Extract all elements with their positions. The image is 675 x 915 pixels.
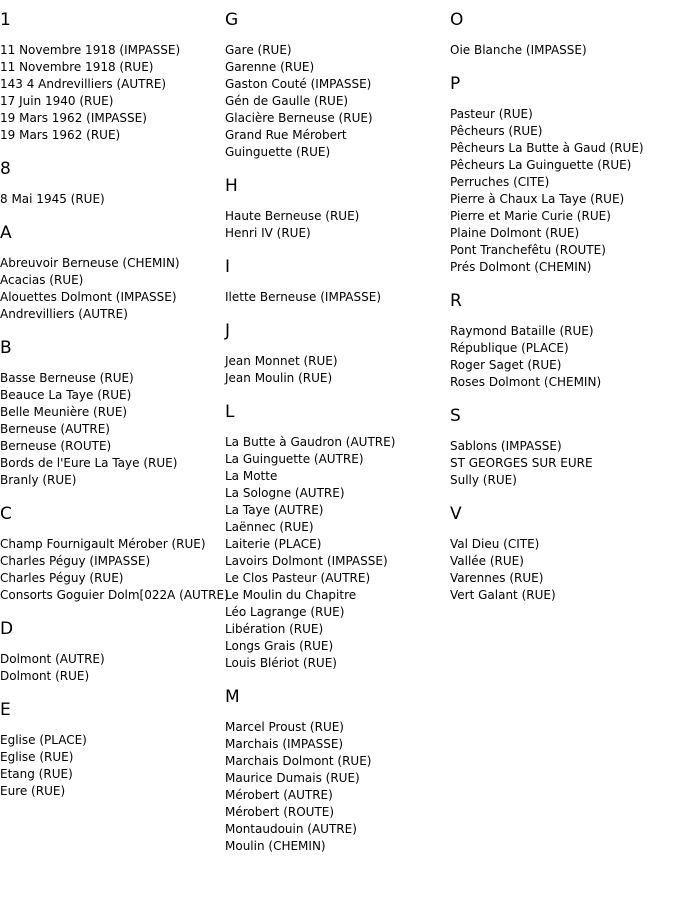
street-entry: La Motte <box>225 469 278 483</box>
street-entry: Haute Berneuse (RUE) <box>225 209 360 223</box>
street-entry: Mérobert (ROUTE) <box>225 805 335 819</box>
section-letter: E <box>0 700 11 720</box>
street-entry: Henri IV (RUE) <box>225 226 311 240</box>
index-column-3 <box>450 10 675 619</box>
index-section <box>450 74 675 276</box>
section-letter: J <box>225 321 231 341</box>
street-entry: Charles Péguy (RUE) <box>0 571 124 585</box>
street-entry: Prés Dolmont (CHEMIN) <box>450 260 592 274</box>
index-section <box>225 687 450 855</box>
street-entry: Pêcheurs La Guinguette (RUE) <box>450 158 632 172</box>
street-entry: Léo Lagrange (RUE) <box>225 605 345 619</box>
street-entry: Dolmont (RUE) <box>0 669 90 683</box>
index-section <box>450 406 675 489</box>
street-entry: Guinguette (RUE) <box>225 145 331 159</box>
street-entry: Pêcheurs (RUE) <box>450 124 543 138</box>
index-section <box>0 338 225 489</box>
street-entry: République (PLACE) <box>450 341 569 355</box>
street-entry: Pierre et Marie Curie (RUE) <box>450 209 611 223</box>
section-letter: M <box>225 687 240 707</box>
street-entry: Montaudouin (AUTRE) <box>225 822 357 836</box>
street-entry: Belle Meunière (RUE) <box>0 405 128 419</box>
section-letter: 1 <box>0 10 11 30</box>
street-entry: Branly (RUE) <box>0 473 77 487</box>
street-entry: Laënnec (RUE) <box>225 520 314 534</box>
street-entry: ST GEORGES SUR EURE <box>450 456 593 470</box>
section-letter: I <box>225 257 231 277</box>
street-entry: Consorts Goguier Dolm[022A (AUTRE) <box>0 588 229 602</box>
street-entry: Longs Grais (RUE) <box>225 639 334 653</box>
index-section <box>0 619 225 685</box>
street-entry: Charles Péguy (IMPASSE) <box>0 554 151 568</box>
index-section <box>225 402 450 672</box>
index-column-1 <box>0 10 229 815</box>
section-letter: L <box>225 402 235 422</box>
street-entry: 143 4 Andrevilliers (AUTRE) <box>0 77 167 91</box>
street-entry: Jean Monnet (RUE) <box>225 354 338 368</box>
street-entry: 8 Mai 1945 (RUE) <box>0 192 105 206</box>
street-entry: Roger Saget (RUE) <box>450 358 562 372</box>
street-entry: Lavoirs Dolmont (IMPASSE) <box>225 554 388 568</box>
index-section <box>0 159 225 208</box>
street-entry: La Sologne (AUTRE) <box>225 486 345 500</box>
street-entry: Andrevilliers (AUTRE) <box>0 307 128 321</box>
street-entry: Moulin (CHEMIN) <box>225 839 326 853</box>
street-entry: La Butte à Gaudron (AUTRE) <box>225 435 396 449</box>
street-entry: 17 Juin 1940 (RUE) <box>0 94 114 108</box>
street-entry: Garenne (RUE) <box>225 60 315 74</box>
street-entry: Gén de Gaulle (RUE) <box>225 94 349 108</box>
index-section <box>225 10 450 161</box>
index-section <box>225 176 450 242</box>
street-entry: Le Clos Pasteur (AUTRE) <box>225 571 371 585</box>
street-entry: Sully (RUE) <box>450 473 517 487</box>
section-letter: O <box>450 10 464 30</box>
street-entry: Libération (RUE) <box>225 622 324 636</box>
street-entry: Varennes (RUE) <box>450 571 544 585</box>
street-entry: 19 Mars 1962 (RUE) <box>0 128 121 142</box>
section-letter: H <box>225 176 238 196</box>
street-entry: Marchais Dolmont (RUE) <box>225 754 372 768</box>
street-entry: Gare (RUE) <box>225 43 292 57</box>
street-entry: Dolmont (AUTRE) <box>0 652 105 666</box>
street-entry: Abreuvoir Berneuse (CHEMIN) <box>0 256 180 270</box>
index-section <box>0 10 225 144</box>
index-section <box>450 291 675 391</box>
street-entry: Mérobert (AUTRE) <box>225 788 333 802</box>
street-entry: Beauce La Taye (RUE) <box>0 388 132 402</box>
street-entry: Pasteur (RUE) <box>450 107 533 121</box>
section-letter: R <box>450 291 462 311</box>
index-section <box>0 504 229 604</box>
street-entry: Champ Fournigault Mérober (RUE) <box>0 537 206 551</box>
index-column-2 <box>225 10 450 870</box>
section-letter: C <box>0 504 12 524</box>
street-entry: Berneuse (ROUTE) <box>0 439 112 453</box>
index-section <box>0 700 225 800</box>
section-letter: P <box>450 74 461 94</box>
street-entry: Maurice Dumais (RUE) <box>225 771 360 785</box>
street-entry: Ilette Berneuse (IMPASSE) <box>225 290 381 304</box>
street-entry: Vallée (RUE) <box>450 554 524 568</box>
street-entry: 19 Mars 1962 (IMPASSE) <box>0 111 147 125</box>
street-entry: Alouettes Dolmont (IMPASSE) <box>0 290 177 304</box>
street-entry: Gaston Couté (IMPASSE) <box>225 77 372 91</box>
street-entry: Louis Blériot (RUE) <box>225 656 337 670</box>
street-entry: Marcel Proust (RUE) <box>225 720 344 734</box>
street-entry: Berneuse (AUTRE) <box>0 422 110 436</box>
section-letter: V <box>450 504 462 524</box>
street-entry: Raymond Bataille (RUE) <box>450 324 594 338</box>
street-entry: La Guinguette (AUTRE) <box>225 452 364 466</box>
street-entry: 11 Novembre 1918 (IMPASSE) <box>0 43 181 57</box>
section-letter: D <box>0 619 14 639</box>
street-entry: Glacière Berneuse (RUE) <box>225 111 373 125</box>
street-entry: Eure (RUE) <box>0 784 66 798</box>
street-entry: La Taye (AUTRE) <box>225 503 324 517</box>
street-entry: Acacias (RUE) <box>0 273 84 287</box>
index-section <box>225 321 450 387</box>
street-entry: Pierre à Chaux La Taye (RUE) <box>450 192 625 206</box>
street-entry: Laiterie (PLACE) <box>225 537 322 551</box>
street-entry: Basse Berneuse (RUE) <box>0 371 134 385</box>
street-entry: Roses Dolmont (CHEMIN) <box>450 375 602 389</box>
index-section <box>450 504 675 604</box>
street-entry: Jean Moulin (RUE) <box>225 371 333 385</box>
section-letter: G <box>225 10 239 30</box>
street-entry: Bords de l'Eure La Taye (RUE) <box>0 456 178 470</box>
index-section <box>0 223 225 323</box>
section-letter: A <box>0 223 12 243</box>
street-entry: Val Dieu (CITE) <box>450 537 540 551</box>
street-entry: Pont Tranchefêtu (ROUTE) <box>450 243 606 257</box>
section-letter: 8 <box>0 159 11 179</box>
street-entry: Vert Galant (RUE) <box>450 588 556 602</box>
index-section <box>450 10 675 59</box>
section-letter: S <box>450 406 461 426</box>
index-section <box>225 257 450 306</box>
street-entry: Pêcheurs La Butte à Gaud (RUE) <box>450 141 644 155</box>
street-entry: Grand Rue Mérobert <box>225 128 347 142</box>
street-entry: Perruches (CITE) <box>450 175 550 189</box>
street-entry: Plaine Dolmont (RUE) <box>450 226 580 240</box>
section-letter: B <box>0 338 12 358</box>
street-entry: Etang (RUE) <box>0 767 73 781</box>
street-entry: Marchais (IMPASSE) <box>225 737 344 751</box>
street-entry: Eglise (PLACE) <box>0 733 87 747</box>
street-entry: Eglise (RUE) <box>0 750 74 764</box>
street-entry: Le Moulin du Chapitre <box>225 588 357 602</box>
street-entry: 11 Novembre 1918 (RUE) <box>0 60 154 74</box>
street-entry: Oie Blanche (IMPASSE) <box>450 43 587 57</box>
street-entry: Sablons (IMPASSE) <box>450 439 562 453</box>
